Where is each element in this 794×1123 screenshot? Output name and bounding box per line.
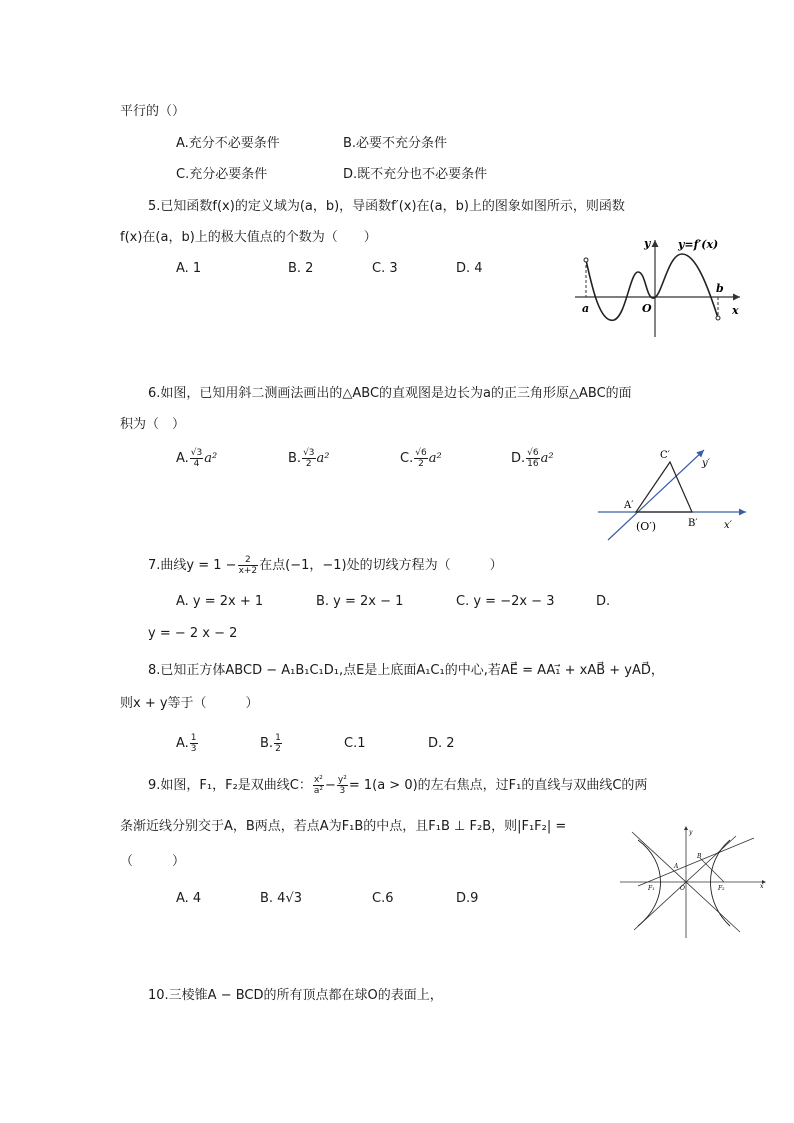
q7-option-d-text[interactable]: y = − 2 x − 2	[148, 626, 238, 641]
q8-stem-line1: 8.已知正方体ABCD − A₁B₁C₁D₁,点E是上底面A₁C₁的中心,若AE⃗ = AA₁⃗ + xAB⃗ + yAD⃗，	[148, 663, 664, 678]
right-branch	[711, 840, 731, 926]
q5-option-a[interactable]: A. 1	[176, 261, 202, 276]
origin-label: O	[642, 302, 652, 315]
origin-label: O	[680, 885, 685, 892]
q5-stem-line2: f(x)在(a，b)上的极大值点的个数为（ ）	[120, 230, 377, 245]
q5-option-b[interactable]: B. 2	[288, 261, 314, 276]
q5-option-d[interactable]: D. 4	[456, 261, 483, 276]
b-label: b	[716, 282, 724, 295]
y-prime-label: y′	[702, 458, 710, 469]
y-arrow	[684, 826, 688, 830]
a-label: a	[582, 302, 590, 315]
q7-option-b[interactable]: B. y = 2x − 1	[316, 594, 404, 609]
q7-stem: 7.曲线y = 1 − $\frac{2}{x+2}$ 在点(−1，−1)处的切线方程为（ ）	[148, 555, 503, 576]
y-label: y	[689, 829, 693, 836]
curve-label: y=f′(x)	[678, 238, 719, 251]
a-label: A	[674, 863, 679, 870]
q8-option-c[interactable]: C.1	[344, 736, 366, 751]
q6-stem-line1: 6.如图，已知用斜二测画法画出的△ABC的直观图是边长为a的正三角形原△ABC的面	[148, 386, 632, 401]
q6-option-b[interactable]: B. $\frac{√3}{2}$ a²	[288, 448, 330, 469]
q9-option-c[interactable]: C.6	[372, 891, 394, 906]
q6-option-c[interactable]: C. $\frac{√6}{2}$ a²	[400, 448, 442, 469]
q6-option-a[interactable]: A. $\frac{√3}{4}$ a²	[176, 448, 218, 469]
q8-option-a[interactable]: A. $\frac{1}{3}$	[176, 733, 197, 754]
derivative-curve	[586, 254, 718, 320]
b-endpoint	[716, 316, 720, 320]
q7-option-d[interactable]: D.	[596, 594, 611, 609]
q7-option-c[interactable]: C. y = −2x − 3	[456, 594, 555, 609]
f1-label: F₁	[648, 885, 655, 892]
q9-option-b[interactable]: B. 4√3	[260, 891, 303, 906]
q9-stem-line2: 条渐近线分别交于A，B两点，若点A为F₁B的中点，且F₁B ⊥ F₂B，则|F₁F₂| =	[120, 819, 567, 834]
q4-option-b[interactable]: B.必要不充分条件	[343, 136, 448, 151]
o-prime-label: (O′)	[636, 520, 657, 533]
x-label: x	[760, 883, 764, 890]
q9-stem-line1: 9.如图，F₁，F₂是双曲线C： $\frac{\text{x²}}{\text{a²}}$ − $\frac{\text{y²}}{3}$ = 1(a > 0)的左右焦点，过F₁的直线与双曲线C的两	[148, 775, 648, 796]
q5-option-c[interactable]: C. 3	[372, 261, 398, 276]
q7-option-a[interactable]: A. y = 2x + 1	[176, 594, 264, 609]
q4-option-a[interactable]: A.充分不必要条件	[176, 136, 280, 151]
q9-answer-paren: （ ）	[120, 854, 186, 869]
q4-option-c[interactable]: C.充分必要条件	[176, 167, 268, 182]
q6-oblique-figure	[596, 440, 756, 544]
q8-stem-line2: 则x + y等于（ ）	[120, 696, 259, 711]
y-label: y	[644, 237, 651, 250]
q4-option-d[interactable]: D.既不充分也不必要条件	[343, 167, 488, 182]
q9-option-d[interactable]: D.9	[456, 891, 479, 906]
q5-derivative-graph	[570, 232, 750, 342]
q8-option-b[interactable]: B. $\frac{1}{2}$	[260, 733, 281, 754]
c-prime-label: C′	[660, 450, 670, 461]
a-prime-label: A′	[624, 500, 634, 511]
q6-option-d[interactable]: D. $\frac{√6}{16}$ a²	[511, 448, 554, 469]
q6-stem-line2: 积为（ ）	[120, 417, 186, 432]
b-prime-label: B′	[688, 518, 698, 529]
a-endpoint	[584, 258, 588, 262]
f2-label: F₂	[718, 885, 725, 892]
q8-option-d[interactable]: D. 2	[428, 736, 455, 751]
q5-stem-line1: 5.已知函数f(x)的定义域为(a，b)，导函数f′(x)在(a，b)上的图象如图所示，则函数	[148, 199, 625, 214]
b-label: B	[697, 853, 702, 860]
left-branch	[638, 840, 661, 926]
x-prime-label: x′	[724, 520, 732, 531]
x-label: x	[732, 304, 739, 317]
q9-hyperbola-figure	[618, 822, 768, 940]
q10-stem-line1: 10.三棱锥A − BCD的所有顶点都在球O的表面上，	[148, 988, 443, 1003]
line-f1-b	[638, 838, 754, 886]
q4-stem-tail: 平行的（）	[120, 104, 186, 119]
q9-option-a[interactable]: A. 4	[176, 891, 202, 906]
